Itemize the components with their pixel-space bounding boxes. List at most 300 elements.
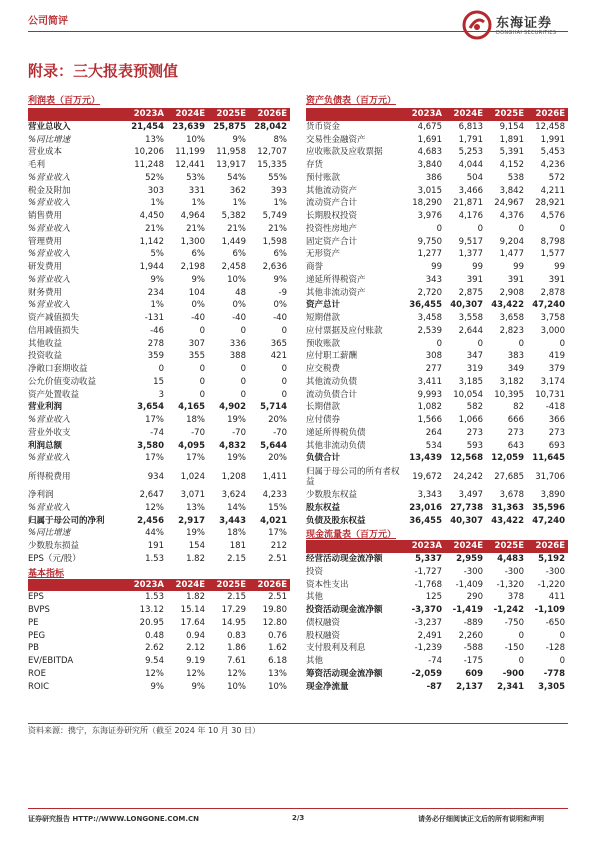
value-cell: 0% (232, 300, 246, 311)
value-cell: 5,714 (260, 402, 287, 413)
table-row (28, 261, 290, 274)
row-label: 资产处置收益 (28, 389, 80, 400)
value-cell: 14.95 (221, 617, 246, 628)
source-divider (28, 723, 568, 724)
row-label: 少数股东损益 (28, 541, 80, 551)
value-cell: 0 (518, 223, 524, 234)
value-cell: 0% (273, 300, 287, 311)
value-cell: 47,240 (532, 300, 565, 311)
table-row (28, 299, 290, 312)
footer-page: 2/3 (292, 814, 305, 822)
value-cell: 3,558 (458, 313, 483, 323)
value-cell: 4,964 (180, 211, 205, 221)
value-cell: 9% (150, 681, 164, 692)
row-label: 货币资金 (306, 121, 341, 132)
value-cell: 10% (227, 274, 246, 285)
table-row (28, 427, 290, 440)
value-cell: 43,422 (491, 300, 524, 311)
value-cell: -1,109 (534, 605, 565, 615)
value-cell: -588 (463, 643, 483, 654)
value-cell: 366 (548, 415, 565, 425)
table-row (28, 515, 290, 528)
value-cell: 9,750 (417, 236, 442, 247)
value-cell: 4,236 (540, 160, 565, 170)
value-cell: 191 (147, 541, 164, 551)
row-label: 投资收益 (28, 351, 63, 362)
value-cell: 48 (235, 287, 246, 298)
value-cell: 1,566 (417, 415, 442, 425)
row-label: 应收账款及应收票据 (306, 147, 383, 158)
value-cell: 386 (425, 172, 442, 183)
value-cell: 0 (436, 223, 442, 234)
value-cell: 10,395 (494, 389, 524, 400)
table-row (306, 515, 568, 528)
value-cell: 21% (227, 223, 246, 234)
value-cell: 13.12 (139, 605, 164, 615)
table-row (306, 604, 568, 617)
year-header: 2026E (527, 108, 568, 121)
value-cell: 5,391 (499, 147, 524, 158)
value-cell: 40,307 (450, 300, 483, 311)
table-row (28, 553, 290, 566)
left-panel (28, 95, 290, 693)
header-blank-cell (306, 108, 404, 121)
value-cell: 343 (425, 274, 442, 285)
row-label: 资本性支出 (306, 579, 349, 590)
row-label: 所得税费用 (28, 472, 71, 482)
value-cell: 25,875 (213, 121, 246, 132)
value-cell: 0 (199, 325, 205, 336)
table-row (28, 630, 290, 643)
table-row (28, 350, 290, 363)
table-row (306, 287, 568, 300)
value-cell: 1.82 (186, 592, 205, 603)
value-cell: 4,683 (417, 147, 442, 158)
table-row (306, 350, 568, 363)
value-cell: 1,142 (139, 236, 164, 247)
value-cell: 9% (150, 274, 164, 285)
balance-sheet-table (306, 108, 568, 527)
row-label: 财务费用 (28, 287, 63, 298)
value-cell: 52% (145, 172, 164, 183)
row-label: 毛利 (28, 160, 46, 170)
year-header: 2024E (167, 108, 208, 121)
table-row (306, 376, 568, 389)
value-cell: 0 (158, 364, 164, 374)
value-cell: 1,449 (221, 236, 246, 247)
year-header: 2026E (249, 108, 290, 121)
value-cell: 0 (518, 656, 524, 666)
value-cell: 19% (186, 528, 205, 539)
value-cell: 21,871 (453, 198, 483, 209)
table-row (28, 376, 290, 389)
value-cell: 693 (548, 440, 565, 451)
year-header: 2026E (527, 540, 568, 553)
value-cell: 273 (466, 427, 483, 438)
year-header: 2023A (404, 108, 445, 121)
value-cell: 9,204 (499, 236, 524, 247)
table-row (28, 440, 290, 453)
value-cell: 2,917 (178, 515, 205, 526)
value-cell: 1,577 (540, 249, 565, 260)
row-label: 股权融资 (306, 630, 341, 641)
value-cell: 4,021 (260, 515, 287, 526)
source-note: 资料来源：携宁，东海证券研究所（截至 2024 年 10 月 30 日） (28, 726, 260, 735)
value-cell: 2,720 (417, 287, 442, 298)
value-cell: 5,192 (538, 554, 565, 564)
row-label: EV/EBITDA (28, 656, 74, 666)
value-cell: 388 (229, 351, 246, 362)
value-cell: 3,678 (499, 490, 524, 500)
section-title: 附录：三大报表预测值 (28, 62, 179, 80)
value-cell: 362 (229, 185, 246, 196)
row-label: 其他 (306, 592, 324, 603)
row-label: 负债合计 (306, 453, 341, 464)
value-cell: 12% (145, 668, 164, 679)
table-row (306, 197, 568, 210)
row-label: 净敞口套期收益 (28, 364, 88, 374)
value-cell: 0 (281, 325, 287, 336)
value-cell: -1,419 (452, 605, 483, 615)
table-row (306, 465, 568, 489)
value-cell: 273 (507, 427, 524, 438)
value-cell: 3,343 (417, 490, 442, 500)
logo-text-cn: 东海证券 (496, 16, 553, 31)
value-cell: 11,199 (175, 147, 205, 158)
table-row (306, 338, 568, 351)
table-row (306, 325, 568, 338)
table-row (306, 642, 568, 655)
year-header: 2025E (486, 540, 527, 553)
value-cell: 0 (240, 364, 246, 374)
value-cell: -778 (543, 668, 565, 679)
value-cell: -9 (278, 287, 287, 298)
row-label: 归属于母公司的净利 (28, 515, 105, 526)
value-cell: 9% (191, 681, 205, 692)
value-cell: -2,059 (411, 668, 442, 679)
row-label: 支付股利及利息 (306, 643, 366, 654)
value-cell: 0 (240, 376, 246, 387)
row-label: 负债及股东权益 (306, 515, 366, 526)
year-header: 2026E (249, 579, 290, 592)
value-cell: 20% (268, 415, 287, 425)
row-label: %营业收入 (28, 415, 71, 425)
metrics-title: 基本指标 (28, 568, 65, 579)
table-row (28, 681, 290, 694)
value-cell: 419 (548, 351, 565, 362)
row-label: 应交税费 (306, 364, 341, 374)
table-row (306, 312, 568, 325)
value-cell: 82 (513, 402, 524, 413)
value-cell: 17.29 (221, 605, 246, 615)
value-cell: 4,176 (458, 211, 483, 221)
value-cell: 0% (191, 300, 205, 311)
value-cell: 0 (477, 338, 483, 349)
table-row (28, 642, 290, 655)
value-cell: 336 (229, 338, 246, 349)
value-cell: 278 (147, 338, 164, 349)
value-cell: 1,208 (221, 472, 246, 482)
value-cell: 411 (548, 592, 565, 603)
value-cell: 181 (229, 541, 246, 551)
value-cell: -40 (232, 313, 246, 323)
value-cell: 2,491 (417, 630, 442, 641)
value-cell: 5,382 (221, 211, 246, 221)
row-label: 管理费用 (28, 236, 63, 247)
value-cell: 6.18 (268, 656, 287, 666)
value-cell: 99 (431, 262, 442, 272)
value-cell: 3,015 (417, 185, 442, 196)
row-label: 应付债券 (306, 415, 341, 425)
table-row (28, 248, 290, 261)
value-cell: 2,636 (262, 262, 287, 272)
value-cell: 2,959 (456, 554, 483, 564)
value-cell: 212 (270, 541, 287, 551)
value-cell: -3,370 (411, 605, 442, 615)
table-row (28, 172, 290, 185)
value-cell: 47,240 (532, 515, 565, 526)
value-cell: 5,337 (415, 554, 442, 564)
row-label: 归属于母公司的所有者权益 (306, 467, 400, 487)
value-cell: 0.76 (268, 630, 287, 641)
table-row (28, 312, 290, 325)
table-row (306, 489, 568, 502)
row-label: 递延所得税负债 (306, 427, 366, 438)
value-cell: 23,016 (409, 502, 442, 513)
value-cell: -750 (504, 617, 524, 628)
row-label: 现金净流量 (306, 681, 349, 692)
value-cell: 9,993 (417, 389, 442, 400)
table-row (306, 414, 568, 427)
value-cell: -150 (504, 643, 524, 654)
row-label: 长期借款 (306, 402, 341, 413)
table-row (28, 210, 290, 223)
table-row (306, 427, 568, 440)
value-cell: 4,152 (499, 160, 524, 170)
value-cell: 2,644 (458, 325, 483, 336)
year-header: 2025E (486, 108, 527, 121)
value-cell: 1,944 (139, 262, 164, 272)
value-cell: 934 (147, 472, 164, 482)
row-label: 商誉 (306, 262, 324, 272)
value-cell: 8,798 (540, 236, 565, 247)
row-label: 其他收益 (28, 338, 63, 349)
table-row (28, 655, 290, 668)
value-cell: 5,644 (260, 440, 287, 451)
value-cell: 3,174 (540, 376, 565, 387)
income-statement-table (28, 108, 290, 566)
value-cell: 15% (268, 502, 287, 513)
value-cell: -70 (273, 427, 287, 438)
value-cell: 0 (518, 630, 524, 641)
value-cell: 5,749 (262, 211, 287, 221)
row-label: %营业收入 (28, 453, 71, 464)
value-cell: 23,639 (172, 121, 205, 132)
value-cell: 5% (150, 249, 164, 260)
income-statement-title: 利润表（百万元） (28, 96, 101, 106)
row-label: BVPS (28, 605, 50, 615)
row-label: 固定资产合计 (306, 236, 358, 247)
value-cell: 365 (270, 338, 287, 349)
value-cell: 3,185 (458, 376, 483, 387)
value-cell: 3,842 (499, 185, 524, 196)
value-cell: -1,242 (493, 605, 524, 615)
value-cell: 0.83 (227, 630, 246, 641)
table-row (306, 655, 568, 668)
row-label: 少数股东权益 (306, 490, 358, 500)
company-logo (462, 8, 572, 42)
value-cell: -889 (463, 617, 483, 628)
value-cell: -300 (504, 566, 524, 577)
value-cell: 1.53 (145, 553, 164, 564)
value-cell: 2,341 (497, 681, 524, 692)
value-cell: 3,890 (540, 490, 565, 500)
value-cell: 0 (559, 656, 565, 666)
value-cell: 3,840 (417, 160, 442, 170)
value-cell: 3,976 (417, 211, 442, 221)
value-cell: 2,647 (139, 490, 164, 500)
value-cell: 391 (548, 274, 565, 285)
value-cell: 3,466 (458, 185, 483, 196)
value-cell: 1% (191, 198, 205, 209)
row-label: 营业外收支 (28, 427, 71, 438)
table-row (306, 185, 568, 198)
value-cell: 0.48 (145, 630, 164, 641)
value-cell: 6,813 (458, 121, 483, 132)
value-cell: 572 (548, 172, 565, 183)
value-cell: 1.82 (186, 553, 205, 564)
table-row (306, 401, 568, 414)
value-cell: 44% (145, 528, 164, 539)
value-cell: 28,921 (535, 198, 565, 209)
value-cell: 21% (268, 223, 287, 234)
value-cell: 10,731 (535, 389, 565, 400)
table-row (306, 210, 568, 223)
value-cell: 1.62 (268, 643, 287, 654)
table-row (306, 159, 568, 172)
row-label: 税金及附加 (28, 185, 71, 196)
value-cell: 582 (466, 402, 483, 413)
row-label: 公允价值变动收益 (28, 376, 97, 387)
value-cell: -128 (545, 643, 565, 654)
value-cell: 19,672 (412, 472, 442, 482)
value-cell: 12,458 (535, 121, 565, 132)
value-cell: 1,891 (499, 134, 524, 145)
value-cell: 21% (145, 223, 164, 234)
value-cell: 1,598 (262, 236, 287, 247)
value-cell: -300 (545, 566, 565, 577)
table-row (28, 185, 290, 198)
row-label: 营业利润 (28, 402, 63, 413)
value-cell: 1,991 (540, 134, 565, 145)
value-cell: 13% (145, 134, 164, 145)
row-label: 其他流动负债 (306, 376, 358, 387)
value-cell: 3,658 (499, 313, 524, 323)
value-cell: 2,137 (456, 681, 483, 692)
row-label: 流动资产合计 (306, 198, 358, 209)
row-label: 其他 (306, 656, 324, 666)
value-cell: 99 (554, 262, 565, 272)
table-row (306, 452, 568, 465)
value-cell: 273 (548, 427, 565, 438)
table-row (28, 325, 290, 338)
value-cell: 17% (145, 453, 164, 464)
value-cell: 308 (425, 351, 442, 362)
value-cell: 0 (477, 223, 483, 234)
table-row (306, 591, 568, 604)
value-cell: 17% (186, 453, 205, 464)
value-cell: 2,198 (180, 262, 205, 272)
year-header: 2024E (445, 108, 486, 121)
value-cell: -300 (463, 566, 483, 577)
value-cell: 9% (273, 274, 287, 285)
value-cell: 17.64 (180, 617, 205, 628)
value-cell: 4,095 (178, 440, 205, 451)
value-cell: 0 (240, 389, 246, 400)
table-row (306, 566, 568, 579)
value-cell: 3,580 (137, 440, 164, 451)
value-cell: 504 (466, 172, 483, 183)
table-row (28, 236, 290, 249)
value-cell: 2,908 (499, 287, 524, 298)
value-cell: 19% (227, 453, 246, 464)
value-cell: 1,691 (417, 134, 442, 145)
value-cell: 10,206 (134, 147, 164, 158)
row-label: %营业收入 (28, 172, 71, 183)
table-row (28, 617, 290, 630)
value-cell: 4,165 (178, 402, 205, 413)
value-cell: 19.80 (262, 605, 287, 615)
value-cell: 355 (188, 351, 205, 362)
value-cell: 13% (268, 668, 287, 679)
value-cell: -1,220 (537, 579, 565, 590)
table-row (306, 630, 568, 643)
value-cell: 421 (270, 351, 287, 362)
value-cell: 18% (227, 528, 246, 539)
row-label: 无形资产 (306, 249, 341, 260)
value-cell: 55% (268, 172, 287, 183)
value-cell: 24,242 (453, 472, 483, 482)
value-cell: 36,455 (409, 300, 442, 311)
row-label: PEG (28, 630, 46, 641)
value-cell: 4,211 (540, 185, 565, 196)
value-cell: 0 (281, 389, 287, 400)
value-cell: 0 (559, 630, 565, 641)
row-label: PB (28, 643, 39, 654)
value-cell: 11,248 (134, 160, 164, 170)
header-blank-cell (28, 108, 126, 121)
table-row (306, 389, 568, 402)
value-cell: 99 (472, 262, 483, 272)
value-cell: 28,042 (254, 121, 287, 132)
value-cell: 2,875 (458, 287, 483, 298)
value-cell: 10% (268, 681, 287, 692)
row-label: %营业收入 (28, 274, 71, 285)
value-cell: 0.94 (186, 630, 205, 641)
year-header: 2023A (126, 579, 167, 592)
value-cell: -650 (545, 617, 565, 628)
value-cell: 643 (507, 440, 524, 451)
value-cell: 10% (186, 134, 205, 145)
row-label: 流动负债合计 (306, 389, 358, 400)
footer-left: 证券研究报告 HTTP://WWW.LONGONE.COM.CN (28, 815, 200, 823)
value-cell: 54% (227, 172, 246, 183)
value-cell: 104 (188, 287, 205, 298)
table-row (306, 668, 568, 681)
value-cell: 1% (150, 198, 164, 209)
value-cell: 35,596 (532, 502, 565, 513)
value-cell: 15 (153, 376, 164, 387)
